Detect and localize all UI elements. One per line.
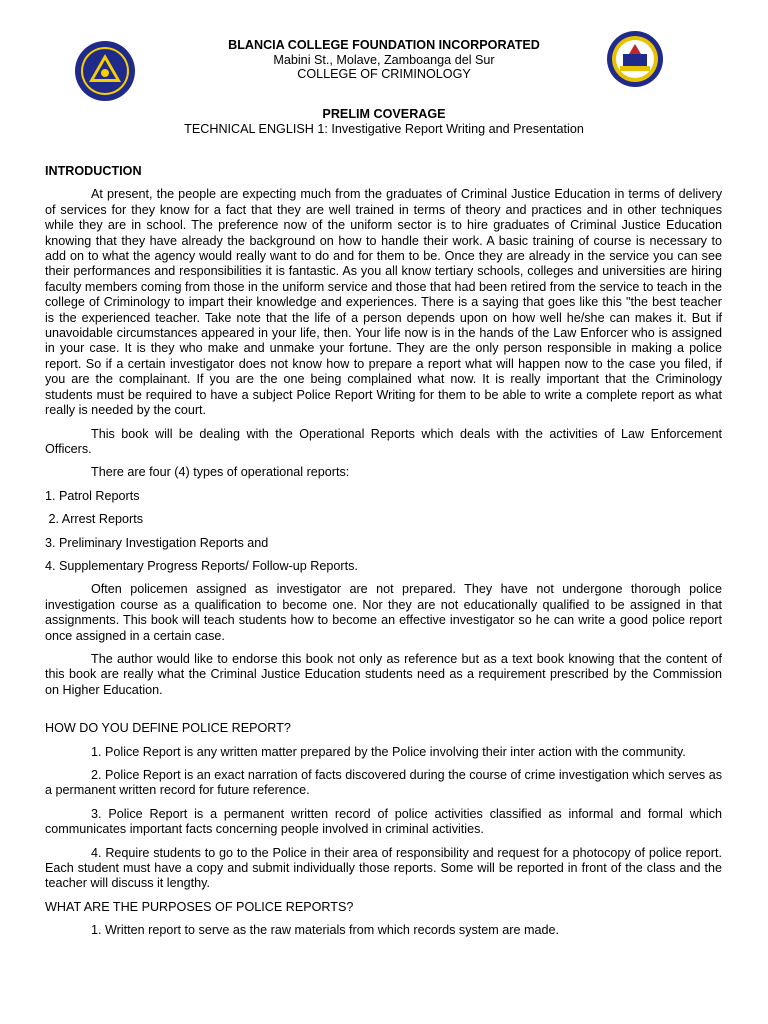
report-type-item: 2. Arrest Reports <box>45 512 143 527</box>
define-heading: HOW DO YOU DEFINE POLICE REPORT? <box>45 721 291 736</box>
introduction-paragraph-4: Often policemen assigned as investigator are not prepared. They have not undergone thorough police investigation course as a qualification to become one. Nor they are not educationally qualified to be assigned in that assignments. This book will teach students how to become an effective investigator so he can write a good police report once assigned in a certain case. <box>45 582 722 643</box>
coverage-block <box>140 107 628 137</box>
definition-item: 3. Police Report is a permanent written record of police activities classified as informal and formal which communicates important facts concerning people involved in criminal activities. <box>45 806 722 837</box>
definition-item: 2. Police Report is an exact narration of facts discovered during the course of crime investigation which serves as a permanent written record for future reference. <box>45 768 722 798</box>
introduction-heading: INTRODUCTION <box>45 164 142 178</box>
definition-item: 4. Require students to go to the Police in their area of responsibility and request for a photocopy of police report. Each student must have a copy and submit individually those reports. Some will be reported in front of the class and the teacher will discuss it lengthy. <box>45 845 722 891</box>
letterhead <box>140 38 628 81</box>
institution-name: BLANCIA COLLEGE FOUNDATION INCORPORATED <box>228 38 540 52</box>
purposes-heading: WHAT ARE THE PURPOSES OF POLICE REPORTS? <box>45 899 354 914</box>
subject-title: TECHNICAL ENGLISH 1: Investigative Report Writing and Presentation <box>184 122 584 136</box>
report-type-item: 1. Patrol Reports <box>45 488 140 503</box>
coverage-title: PRELIM COVERAGE <box>322 107 446 121</box>
introduction-paragraph-3: There are four (4) types of operational reports: <box>91 465 350 480</box>
introduction-paragraph-5: The author would like to endorse this book not only as reference but as a text book knowing that the content of this book are really what the Criminal Justice Education students need as a requirement prescribed by the Commission on Higher Education. <box>45 651 722 697</box>
document-body <box>45 164 722 947</box>
report-type-item: 3. Preliminary Investigation Reports and <box>45 535 269 550</box>
definition-item: 1. Police Report is any written matter prepared by the Police involving their inter action with the community. <box>91 744 686 759</box>
introduction-paragraph-2: This book will be dealing with the Operational Reports which deals with the activities of Law Enforcement Officers. <box>45 426 722 456</box>
institution-address: Mabini St., Molave, Zamboanga del Sur <box>273 53 495 67</box>
purpose-item: 1. Written report to serve as the raw materials from which records system are made. <box>91 923 559 938</box>
college-seal-logo <box>74 40 136 102</box>
introduction-paragraph-1: At present, the people are expecting much from the graduates of Criminal Justice Education in terms of delivery of services for they know for a fact that they are well trained in terms of theory and practices and in other techniques while they are in school. The preference now of the uniform sector is to hire graduates of Criminal Justice Education knowing that they have already the background on how to handle their work. A basic training of course is necessary to add on to what the agency would really want to do and for them to be. Once they are already in the service you can see their performances and responsibilities it is fantastic. As you all know tertiary schools, colleges and universities are hiring faculty members coming from those in the uniform service and those that had been retired from the service to teach in the college of Criminology to impart their knowledge and experiences. There is a saying that goes like this "the best teacher is the experienced teacher. Take note that the life of a person depends upon on how well he/she can makes it. But if unavoidable circumstances appeared in your life, then. Your life now is in the hands of the Law Enforcer who is assigned in your case. It is they who make and unmake your fortune. They are the only person responsible in making a police report. So if a certain investigator does not know how to prepare a report what will happen now to the case you filed, if you are the complainant. If you are the one being complained what now. It is really important that the Criminology students must be required to have a subject Police Report Writing for them to be able to write a complete report as what really is needed by the court. <box>45 187 722 418</box>
college-name: COLLEGE OF CRIMINOLOGY <box>297 67 471 81</box>
report-type-item: 4. Supplementary Progress Reports/ Follow-up Reports. <box>45 558 358 573</box>
